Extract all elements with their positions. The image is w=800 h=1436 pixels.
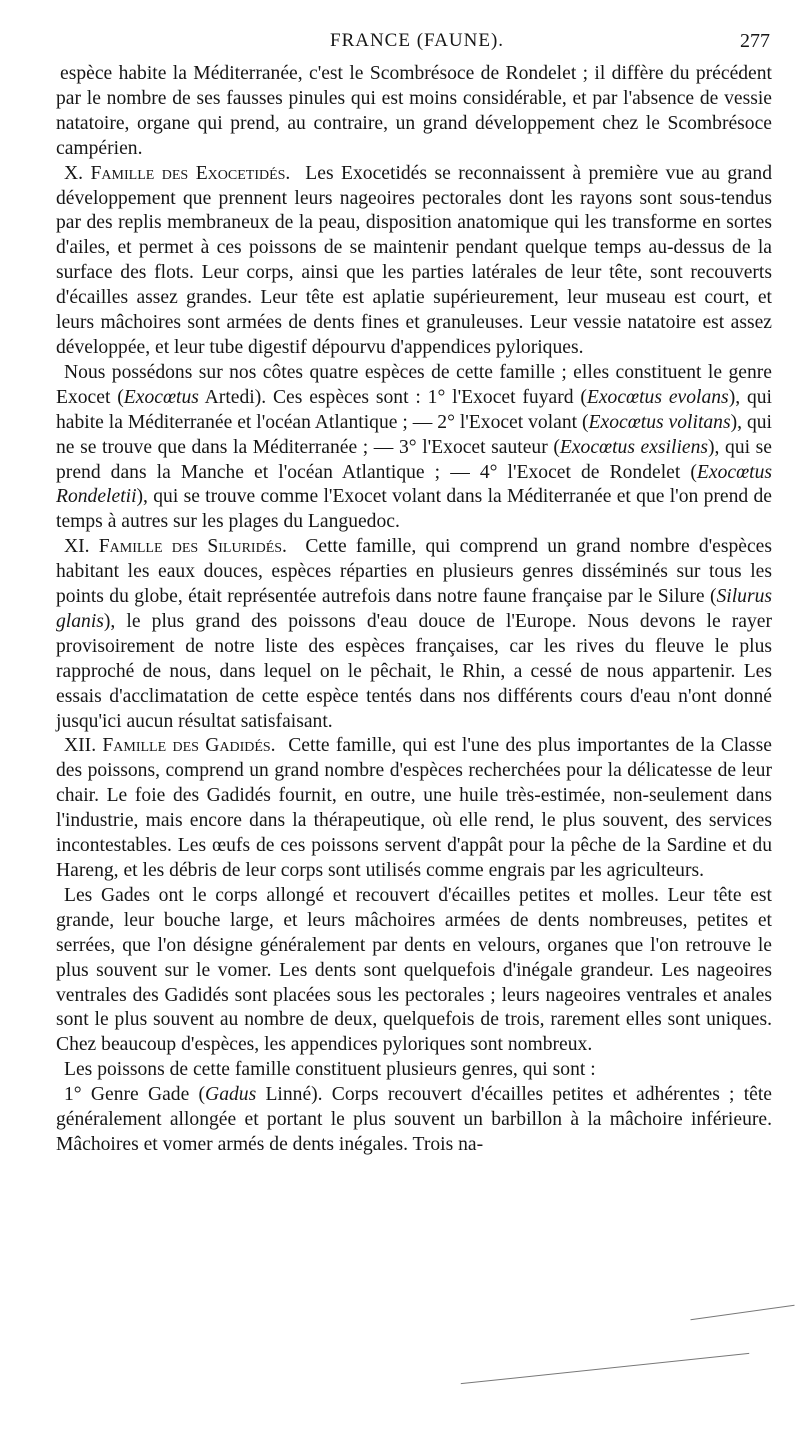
text-run: 1° Genre Gade (: [64, 1084, 206, 1106]
page-header: [0, 30, 800, 56]
text-run: Artedi). Ces espèces sont : 1° l'Exocet fuyard (: [198, 386, 587, 408]
scan-artifact-line: [690, 1305, 794, 1321]
text-run: Nous possédons sur nos côtes quatre espèces de cette famille ; elles constituent le genre Exocet (: [56, 361, 772, 408]
text-run: Cette famille, qui comprend un grand nombre d'espèces habitant les eaux douces, espèces réparties en plusieurs genres disséminés sur tous les points du globe, était représentée autrefois dans notre faune française par le Silure (: [56, 536, 773, 608]
paragraph-gades-description: [56, 884, 772, 1058]
scan-artifact-line: [461, 1353, 750, 1384]
paragraph-genre-gade: [56, 1083, 772, 1158]
paragraph-genres-intro: [56, 1058, 772, 1083]
page-number: 277: [740, 30, 770, 52]
text-run: ), le plus grand des poissons d'eau douce de l'Europe. Nous devons le rayer provisoirement de notre liste des espèces françaises, car les rives du fleuve le plus rapproché de nous, dans lequel on le pêchait, le Rhin, a cessé de nous appartenir. Les essais d'acclimatation de cette espèce tentés dans nos différents cours d'eau n'ont donné jusqu'ici aucun résultat satisfaisant.: [56, 610, 772, 732]
latin-name: Exocœtus: [123, 386, 199, 408]
section-heading-gadides: XII. Famille des Gadidés.: [64, 735, 276, 757]
latin-name: Exocœtus volitans: [588, 411, 731, 433]
paragraph-silurides: [56, 535, 772, 734]
paragraph-gadides: [56, 734, 772, 883]
paragraph-text: Cette famille, qui est l'une des plus importantes de la Classe des poissons, comprend un grand nombre d'espèces recherchées pour la délicatesse de leur chair. Le foie des Gadidés fournit, en outre, une huile très-estimée, non-seulement dans l'industrie, mais encore dans la thérapeutique, où elle rend, le plus souvent, des services incontestables. Les œufs de ces poissons servent d'appât pour la pêche de la Sardine et du Hareng, et les débris de leur corps sont utilisés comme engrais par les agriculteurs.: [56, 735, 773, 881]
section-heading-exocetides: X. Famille des Exocetidés.: [64, 162, 291, 184]
body-text: [56, 62, 772, 1158]
paragraph-text: Les Gades ont le corps allongé et recouvert d'écailles petites et molles. Leur tête est grande, leur bouche large, et leurs mâchoires armées de dents nombreuses, petites et serrées, que l'on désigne généralement par dents en velours, organes que l'on retrouve le plus souvent sur le vomer. Les dents sont quelquefois d'inégale grandeur. Les nageoires ventrales des Gadidés sont placées sous les pectorales ; leurs nageoires ventrales et anales sont le plus souvent au nombre de deux, quelquefois de trois, rarement elles sont uniques. Chez beaucoup d'espèces, les appendices pyloriques sont nombreux.: [56, 884, 772, 1056]
paragraph-text: Les poissons de cette famille constituent plusieurs genres, qui sont :: [64, 1059, 596, 1081]
paragraph-text: Les Exocetidés se reconnaissent à première vue au grand développement que prennent leurs nageoires pectorales dont les rayons sont sous-tendus par des replis membraneux de la peau, disposition anatomique qui les transforme en sortes d'ailes, et permet à ces poissons de se maintenir pendant quelque temps au-dessus de la surface des flots. Leur corps, ainsi que les parties latérales de leur tête, sont recouverts d'écailles assez grandes. Leur tête est aplatie supérieurement, leur museau est court, et leurs mâchoires sont armées de dents fines et granuleuses. Leur vessie natatoire est assez développée, et leur tube digestif dépourvu d'appendices pyloriques.: [56, 162, 772, 358]
section-heading-silurides: XI. Famille des Siluridés.: [64, 536, 287, 558]
latin-name: Exocœtus Rondeletii: [56, 461, 772, 508]
latin-name: Silurus glanis: [56, 586, 772, 632]
text-run: ), qui se trouve comme l'Exocet volant dans la Méditerranée et que l'on prend de temps à autres sur les plages du Languedoc.: [56, 486, 772, 533]
paragraph-exocet-species: [56, 361, 772, 535]
latin-name: Exocœtus exsiliens: [559, 436, 709, 458]
text-run: ), qui habite la Méditerranée et l'océan Atlantique ; — 2° l'Exocet volant (: [56, 386, 772, 433]
text-run: ), qui ne se trouve que dans la Méditerranée ; — 3° l'Exocet sauteur (: [56, 411, 772, 458]
latin-name: Gadus: [205, 1084, 257, 1106]
running-title: FRANCE (FAUNE).: [330, 30, 505, 51]
text-run: ), qui se prend dans la Manche et l'océan Atlantique ; — 4° l'Exocet de Rondelet (: [56, 436, 772, 483]
paragraph-scombresoce: [56, 62, 772, 162]
paragraph-text: espèce habite la Méditerranée, c'est le Scombrésoce de Rondelet ; il diffère du précédent par le nombre de ses fausses pinules qui est moins considérable, et par l'absence de vessie natatoire, organe qui prend, au contraire, un grand développement chez le Scombrésoce campérien.: [56, 63, 772, 159]
text-run: Linné). Corps recouvert d'écailles petites et adhérentes ; tête généralement allongée et portant le plus souvent un barbillon à la mâchoire inférieure. Mâchoires et vomer armés de dents inégales. Trois na-: [56, 1084, 772, 1155]
paragraph-exocetides: [56, 162, 772, 361]
latin-name: Exocœtus evolans: [586, 386, 729, 408]
